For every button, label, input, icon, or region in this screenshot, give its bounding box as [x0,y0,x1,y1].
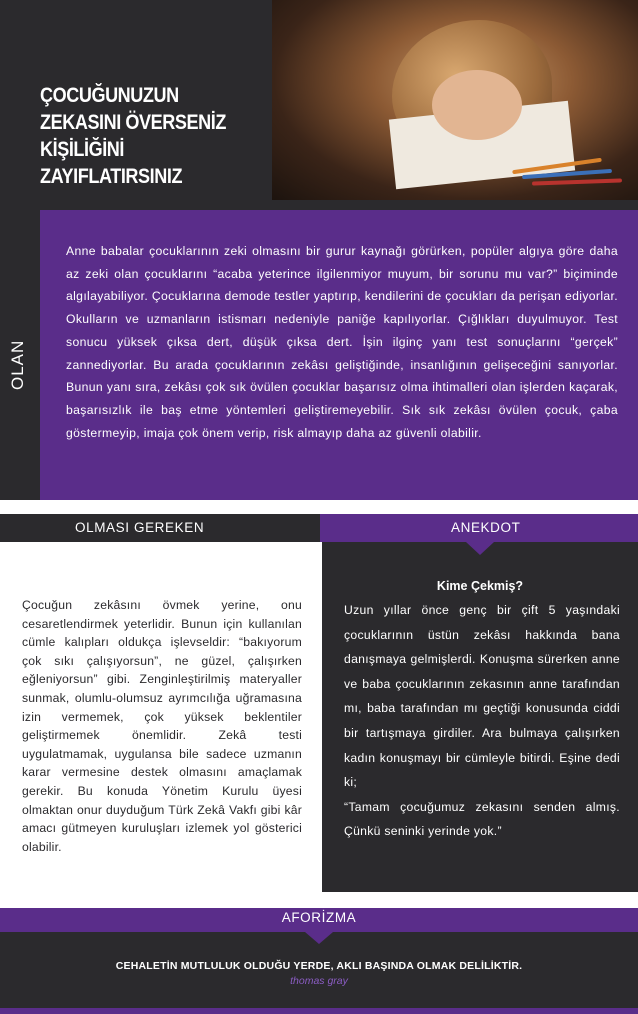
anekdot-section [322,542,638,892]
anekdot-label: ANEKDOT [451,520,521,535]
title-line: ZEKASINI ÖVERSENİZ [40,111,226,134]
title-line: ÇOCUĞUNUZUN [40,84,179,107]
aforizma-author: thomas gray [290,975,348,987]
aforizma-quote: CEHALETİN MUTLULUK OLDUĞU YERDE, AKLI BAŞINDA OLMAK DELİLİKTİR. [115,960,523,972]
page-title [40,82,264,190]
anekdot-pointer [466,542,494,555]
olan-text: Anne babalar çocuklarının zeki olmasını bir gurur kaynağı görürken, popüler algıya göre daha az zeki olan çocuklarını “acaba yeterince ilgilenmiyor muyum, bir sorunu mu var?” biçiminde algılayabiliyor. Çocuklarına demode testler yaptırıp, kendilerini de çocukları da perişan ediyorlar. Okulların ve uzmanların istismarı nedeniyle paniğe kapılıyorlar. Çığlıkları duyulmuyor. Test sonucu yüksek çıksa dert, düşük çıksa dert. İşin ilginç yanı test sonuçlarını “gerçek” zannediyorlar. Bu arada çocuklarının zekâsı geliştiğinde, insanlığının gelişeceğini sanıyorlar. Bunun yanı sıra, zekâsı çok sık övülen çocuklar başarısız olma ihtimalleri olan işlerden kaçarak, başarısızlık ile baş etme yöntemleri geliştiremeyebilir. Sık sık zekâsı övülen çocuk, çaba göstermeyip, imaja çok önem verip, risk almayıp daha az güvenli olabilir. [66,244,618,440]
title-line: ZAYIFLATIRSINIZ [40,165,183,188]
aforizma-pointer [305,932,333,944]
aforizma-label: AFORİZMA [281,910,357,925]
olmasi-gereken-label: OLMASI GEREKEN [75,520,205,535]
anekdot-quote: “Tamam çocuğumuz zekasını senden almış. Çünkü seninki yerinde yok.” [344,799,620,839]
divider [0,500,638,514]
photo-pencils [512,160,632,190]
photo-face [432,70,522,140]
olan-label: OLAN [8,339,27,390]
title-line: KİŞİLİĞİNİ [40,138,125,161]
header-photo [272,0,638,200]
bottom-bar [0,1008,638,1014]
olmasi-gereken-text: Çocuğun zekâsını övmek yerine, onu cesaretlendirmek yeterlidir. Bunun için kullanılan cümle kalıpları oldukça işlevseldir: “bakıyorum çok sıkı çalışıyorsun”, ne güzel, çalışırken eğleniyorsun” gibi. Zenginleştirilmiş materyaller sunmak, olumlu-olumsuz ayrımcılığa uğramasına izin vermemek, çok yüksek beklentiler geliştirmemek önemlidir. Zekâ testi uygulatmamak, uygulansa bile sadece uzmanın karar vermesine destek olmasını amaçlamak gerekir. Bu konuda Yönetim Kurulu üyesi olmaktan onur duyduğum Türk Zekâ Vakfı gibi kâr amacı gütmeyen kuruluşları izlemek yol gösterici olabilir. [22,598,302,854]
olan-section [40,210,638,500]
olmasi-gereken-section [0,542,322,892]
anekdot-body: Uzun yıllar önce genç bir çift 5 yaşındaki çocuklarının üstün zekâsı hakkında bana danışmaya gelmişlerdi. Konuşma sürerken anne ve baba çocuklarının zekasının anne tarafından mı, baba tarafından mı geçtiği konusunda ciddi bir tartışmaya girdiler. Ara bulmaya çalışırken kadın konuşmayı bir cümleyle bitirdi. Eşine dedi ki; [344,603,620,790]
anekdot-title: Kime Çekmiş? [436,579,524,593]
anekdot-text [344,598,620,844]
